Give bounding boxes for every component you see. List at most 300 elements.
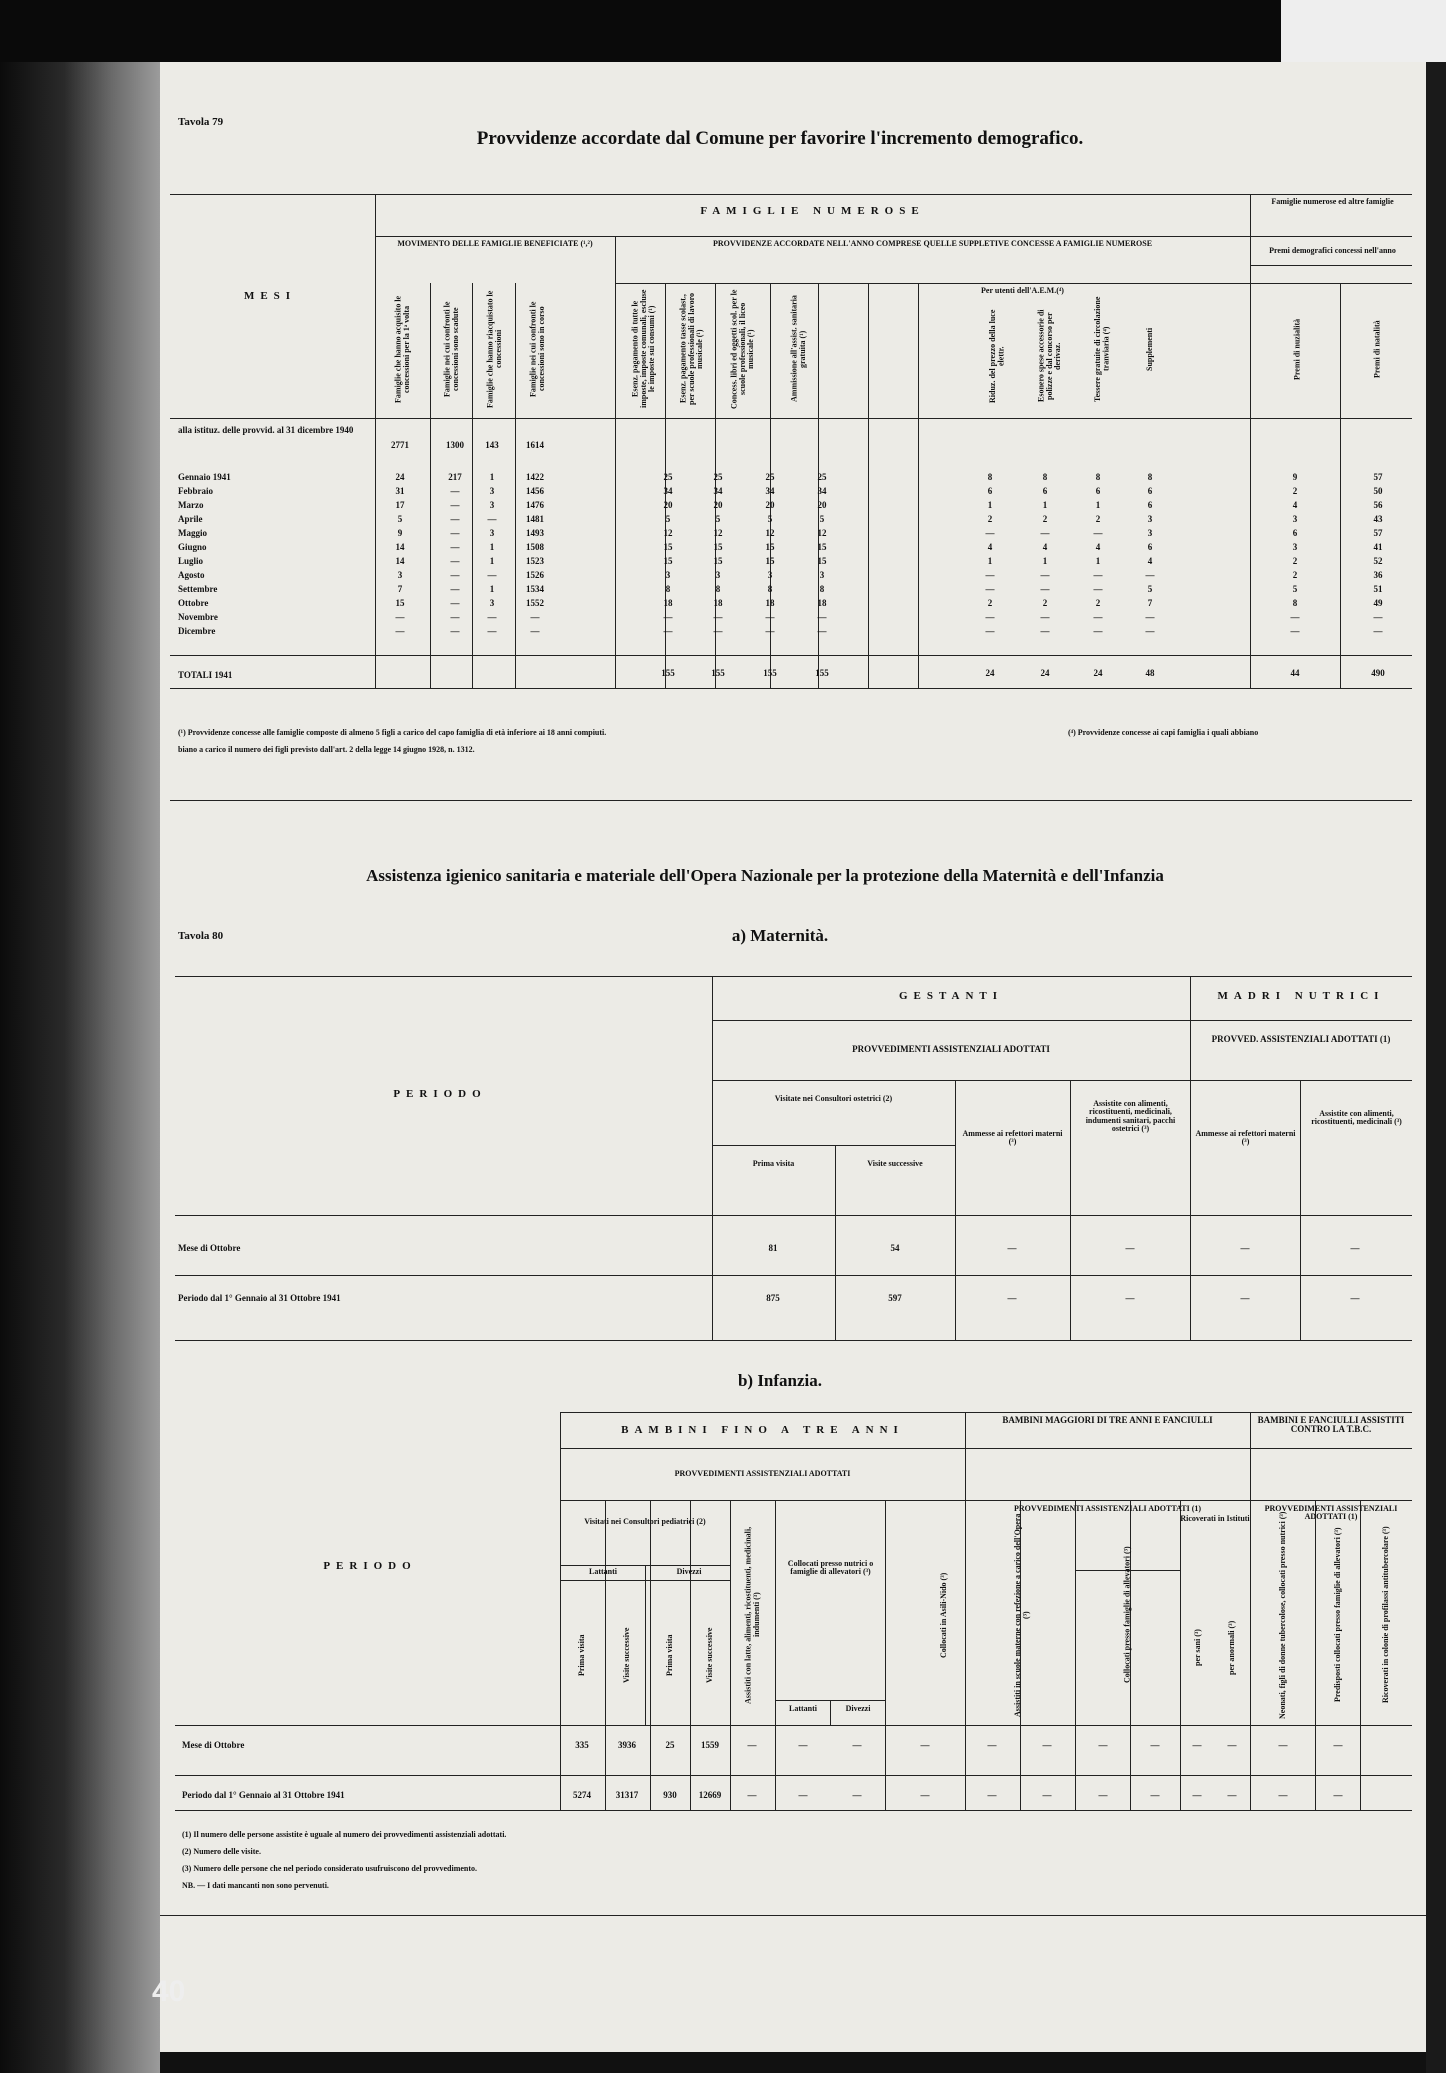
column-rule <box>1250 194 1251 688</box>
table-cell: 15 <box>713 542 723 552</box>
t79-col-header-9: Riduz. del prezzo della luce elettr. <box>988 309 1006 403</box>
gestanti-provvedimenti-header: PROVVEDIMENTI ASSISTENZIALI ADOTTATI <box>852 1044 1050 1054</box>
month-label: Gennaio 1941 <box>178 472 231 482</box>
prima-visita-lattanti: Prima visita <box>576 1634 586 1676</box>
table-cell: 3 <box>767 570 773 580</box>
table-cell: — <box>395 612 405 622</box>
page-bottom-rule <box>160 1915 1426 1916</box>
table-cell: 1526 <box>526 570 544 580</box>
table-cell: — <box>747 1790 757 1800</box>
infancy-footnote: (2) Numero delle visite. <box>182 1847 261 1856</box>
table-cell: 31 <box>395 486 405 496</box>
table-cell: — <box>817 626 827 636</box>
t79-col-header-4: Famiglie nei cui confronti le concessioni sono in corso <box>528 301 546 397</box>
table-cell: 56 <box>1373 500 1383 510</box>
table-cell: 7 <box>1147 598 1153 608</box>
table-cell: — <box>1040 528 1050 538</box>
visite-successive-divezzi: Visite successive <box>704 1627 714 1683</box>
bambini-maggiori-header: BAMBINI MAGGIORI DI TRE ANNI E FANCIULLI <box>1002 1415 1213 1425</box>
table-cell: 3 <box>1147 528 1153 538</box>
table-cell: 1476 <box>526 500 544 510</box>
section-separator <box>170 800 1412 801</box>
totals-cell: 24 <box>1093 668 1103 678</box>
table-cell: 2771 <box>391 440 409 450</box>
table-cell: — <box>487 570 497 580</box>
t80a-rule <box>175 1215 1412 1216</box>
table-cell: 4 <box>1042 542 1048 552</box>
table-cell: 930 <box>663 1790 677 1800</box>
b-provvedimenti-1: PROVVEDIMENTI ASSISTENZIALI ADOTTATI <box>674 1469 851 1478</box>
table-cell: 1493 <box>526 528 544 538</box>
table-cell: 143 <box>485 440 499 450</box>
table-cell: — <box>450 598 460 608</box>
header-rule <box>1250 236 1412 237</box>
table-cell: 1 <box>987 500 993 510</box>
t80b-rule <box>175 1775 1412 1776</box>
table-cell: — <box>1150 1790 1160 1800</box>
month-label: Novembre <box>178 612 218 622</box>
collocati-nutrici-header: Collocati presso nutrici o famiglie di allevatori (³) <box>787 1559 874 1577</box>
table-cell: — <box>920 1790 930 1800</box>
premi-header: Premi demografici concessi nell'anno <box>1269 246 1396 255</box>
table-cell: 14 <box>395 542 405 552</box>
totals-cell: 48 <box>1145 668 1155 678</box>
table-cell: 3 <box>397 570 403 580</box>
table-cell: 3 <box>1292 514 1298 524</box>
table-79-top-rule <box>170 194 1412 195</box>
table-cell: — <box>1192 1790 1202 1800</box>
table-cell: 6 <box>1042 486 1048 496</box>
t80a-rule <box>712 1020 1412 1021</box>
column-rule <box>1300 1080 1301 1340</box>
table-cell: 25 <box>765 472 775 482</box>
t79-col-header-11: Tessere gratuite di circolazione tranviaria (⁴) <box>1093 296 1111 402</box>
table-cell: 8 <box>1042 472 1048 482</box>
table-cell: 12669 <box>698 1790 722 1800</box>
table-cell: 12 <box>663 528 673 538</box>
scuole-materne-header: Assistiti in scuole materne con refezione a carico dell'Opera (³) <box>1013 1513 1031 1717</box>
table-cell: — <box>1350 1293 1360 1303</box>
table-cell: 1614 <box>526 440 544 450</box>
header-rule <box>615 283 1250 284</box>
table-cell: — <box>920 1740 930 1750</box>
table-cell: — <box>1093 570 1103 580</box>
table-cell: 41 <box>1373 542 1383 552</box>
table-cell: — <box>1145 626 1155 636</box>
column-rule <box>1315 1500 1316 1810</box>
totals-cell: 24 <box>1040 668 1050 678</box>
table-cell: — <box>450 584 460 594</box>
per-sani-header: per sani (³) <box>1192 1629 1202 1666</box>
t79-col-header-3: Famiglie che hanno riacquistato le concessioni <box>485 290 503 408</box>
table-cell: 81 <box>768 1243 778 1253</box>
aem-header: Per utenti dell'A.E.M.(⁴) <box>981 286 1064 295</box>
table-cell: — <box>985 612 995 622</box>
column-rule <box>1360 1500 1361 1810</box>
colonie-header: Ricoverati in colonie di profilassi antitubercolare (³) <box>1380 1526 1390 1704</box>
month-label: Settembre <box>178 584 218 594</box>
month-label: Aprile <box>178 514 203 524</box>
table-cell: — <box>1240 1243 1250 1253</box>
table-cell: — <box>1125 1293 1135 1303</box>
table-cell: — <box>1240 1293 1250 1303</box>
table-cell: — <box>450 570 460 580</box>
collocati-allevatori-header: Collocati presso famiglie di allevatori (³) <box>1122 1546 1132 1684</box>
t80a-bottom-rule <box>175 1340 1412 1341</box>
month-label: Febbraio <box>178 486 213 496</box>
table-cell: 8 <box>1095 472 1101 482</box>
table-cell: 4 <box>1292 500 1298 510</box>
table-cell: 1534 <box>526 584 544 594</box>
table-cell: 34 <box>713 486 723 496</box>
table-cell: 1 <box>489 584 495 594</box>
table-cell: — <box>1040 584 1050 594</box>
table-cell: 15 <box>663 556 673 566</box>
table-cell: — <box>798 1740 808 1750</box>
table-cell: — <box>1290 612 1300 622</box>
table-cell: 5 <box>665 514 671 524</box>
infancy-heading: b) Infanzia. <box>737 1371 823 1390</box>
column-rule <box>868 283 869 688</box>
table-80-label: Tavola 80 <box>178 930 224 942</box>
table-cell: 4 <box>1147 556 1153 566</box>
scan-top-right-margin <box>1281 0 1446 62</box>
table-cell: — <box>530 626 540 636</box>
table-cell: 2 <box>1042 514 1048 524</box>
table-cell: 1508 <box>526 542 544 552</box>
table-cell: 6 <box>987 486 993 496</box>
table-cell: — <box>1373 626 1383 636</box>
table-cell: 3936 <box>618 1740 636 1750</box>
table-cell: — <box>1373 612 1383 622</box>
table-cell: 2 <box>1042 598 1048 608</box>
asili-nido-header: Collocati in Asili-Nido (³) <box>938 1572 948 1658</box>
table-cell: — <box>1290 626 1300 636</box>
gestanti-header: GESTANTI <box>898 990 1004 1002</box>
ricoverati-istituti-header: Ricoverati in Istituti <box>1180 1514 1250 1523</box>
table-cell: 1 <box>1095 556 1101 566</box>
table-cell: 18 <box>817 598 827 608</box>
table-cell: — <box>1333 1740 1343 1750</box>
table-cell: — <box>747 1740 757 1750</box>
totals-cell: 155 <box>661 668 675 678</box>
column-rule <box>835 1145 836 1340</box>
periodo-label: Periodo dal 1° Gennaio al 31 Ottobre 1941 <box>182 1790 345 1800</box>
t79-col-header-1: Famiglie che hanno acquisito le concessioni per la 1ᵃ volta <box>393 295 411 403</box>
infancy-footnote: (1) Il numero delle persone assistite è uguale al numero dei provvedimenti assistenziali adottati. <box>182 1830 507 1839</box>
t80b-rule <box>560 1448 1412 1449</box>
month-label: Marzo <box>178 500 204 510</box>
month-label: Luglio <box>178 556 204 566</box>
table-cell: 24 <box>395 472 405 482</box>
column-rule <box>615 283 616 688</box>
maternity-heading: a) Maternità. <box>731 926 829 945</box>
table-cell: 1456 <box>526 486 544 496</box>
madri-assistite-header: Assistite con alimenti, ricostituenti, medicinali (³) <box>1311 1109 1402 1127</box>
table-cell: 1523 <box>526 556 544 566</box>
table-cell: 5 <box>397 514 403 524</box>
table-cell: 2 <box>987 598 993 608</box>
provvidenze-header: PROVVIDENZE ACCORDATE NELL'ANNO COMPRESE QUELLE SUPPLETIVE CONCESSE A FAMIGLIE NUMEROSE <box>712 239 1153 248</box>
table-cell: — <box>487 514 497 524</box>
table-cell: 14 <box>395 556 405 566</box>
table-cell: 5274 <box>573 1790 591 1800</box>
table-cell: — <box>1333 1790 1343 1800</box>
table-cell: 52 <box>1373 556 1383 566</box>
table-cell: 3 <box>665 570 671 580</box>
table-cell: — <box>1042 1740 1052 1750</box>
table-cell: 15 <box>663 542 673 552</box>
month-label: alla istituz. delle provvid. al 31 dicembre 1940 <box>178 425 354 435</box>
table-cell: 54 <box>890 1243 900 1253</box>
table-cell: — <box>450 486 460 496</box>
table-cell: 5 <box>819 514 825 524</box>
prima-visita-header: Prima visita <box>752 1159 795 1168</box>
madri-nutrici-header: MADRI NUTRICI <box>1217 990 1385 1002</box>
header-rule <box>1250 283 1412 284</box>
table-cell: 3 <box>489 528 495 538</box>
table-cell: — <box>487 626 497 636</box>
totals-rule <box>170 655 1412 656</box>
table-cell: — <box>1227 1790 1237 1800</box>
table-cell: — <box>798 1790 808 1800</box>
infancy-footnote: (3) Numero delle persone che nel periodo considerato usufruiscono del provvedimento. <box>182 1864 478 1873</box>
table-cell: 18 <box>765 598 775 608</box>
table-cell: 25 <box>713 472 723 482</box>
table-cell: 34 <box>663 486 673 496</box>
assistite-alimenti-header: Assistite con alimenti, ricostituenti, medicinali, indumenti sanitari, pacchi ostetrici (³) <box>1085 1099 1176 1134</box>
table-cell: 15 <box>817 556 827 566</box>
table-79-label: Tavola 79 <box>178 116 224 128</box>
movimento-header: MOVIMENTO DELLE FAMIGLIE BENEFICIATE (¹,²) <box>397 239 593 248</box>
periodo-header: PERIODO <box>393 1088 487 1100</box>
table-cell: 50 <box>1373 486 1383 496</box>
table-cell: 6 <box>1147 542 1153 552</box>
header-rule <box>965 283 1075 284</box>
totals-cell: 44 <box>1290 668 1300 678</box>
t79-col-header-2: Famiglie nei cui confronti le concessioni sono scadute <box>442 301 460 397</box>
table-cell: — <box>713 612 723 622</box>
table-cell: 12 <box>713 528 723 538</box>
table-cell: 18 <box>663 598 673 608</box>
table-cell: 18 <box>713 598 723 608</box>
periodo-label: Mese di Ottobre <box>182 1740 245 1750</box>
table-cell: 8 <box>1292 598 1298 608</box>
table-cell: — <box>765 626 775 636</box>
lattanti-header: Lattanti <box>589 1567 617 1576</box>
table-cell: 25 <box>817 472 827 482</box>
totals-cell: 155 <box>815 668 829 678</box>
table-cell: 6 <box>1292 528 1298 538</box>
table-cell: 3 <box>489 598 495 608</box>
table-cell: 6 <box>1095 486 1101 496</box>
table-cell: 4 <box>1095 542 1101 552</box>
footnote-1-cont: biano a carico il numero dei figli previsto dall'art. 2 della legge 14 giugno 1928, n. 1312. <box>178 745 475 754</box>
totals-cell: 24 <box>985 668 995 678</box>
per-anormali-header: per anormali (³) <box>1226 1620 1236 1675</box>
table-cell: 2 <box>1095 514 1101 524</box>
table-cell: 217 <box>448 472 462 482</box>
table-cell: — <box>817 612 827 622</box>
altre-famiglie-header: Famiglie numerose ed altre famiglie <box>1271 197 1394 206</box>
table-cell: — <box>663 626 673 636</box>
t79-col-header-6: Esenz. pagamento tasse scolast., per scuole professionali di lavoro musicale (¹) <box>678 293 705 406</box>
table-cell: 57 <box>1373 472 1383 482</box>
footnote-1: (¹) Provvidenze concesse alle famiglie composte di almeno 5 figli a carico del capo famiglia di età inferiore ai 18 anni compiuti. <box>178 728 607 737</box>
table-cell: 1422 <box>526 472 544 482</box>
table-cell: 1 <box>489 542 495 552</box>
header-rule <box>375 236 1250 237</box>
table-cell: — <box>1098 1790 1108 1800</box>
column-rule <box>885 1500 886 1810</box>
totals-label: TOTALI 1941 <box>178 670 233 680</box>
assistiti-latte-header: Assistiti con latte, alimenti, ricostituenti, medicinali, indumenti (³) <box>743 1526 761 1704</box>
table-cell: 2 <box>1292 556 1298 566</box>
famiglie-numerose-header: FAMIGLIE NUMEROSE <box>700 205 925 217</box>
table-cell: 25 <box>665 1740 675 1750</box>
month-label: Giugno <box>178 542 207 552</box>
t80b-top-rule <box>560 1412 1412 1413</box>
table-cell: — <box>985 584 995 594</box>
column-rule <box>730 1500 731 1810</box>
table-cell: — <box>1278 1790 1288 1800</box>
table-cell: 3 <box>819 570 825 580</box>
table-cell: — <box>1098 1740 1108 1750</box>
t80b-rule <box>560 1500 1412 1501</box>
column-rule <box>1190 976 1191 1340</box>
t79-col-header-8: Ammissione all'assist. sanitaria gratuita (¹) <box>789 295 807 403</box>
table-cell: 17 <box>395 500 405 510</box>
table-cell: 43 <box>1373 514 1383 524</box>
table-cell: 49 <box>1373 598 1383 608</box>
ammesse-refettori-header: Ammesse ai refettori materni (³) <box>962 1129 1063 1147</box>
table-cell: 1559 <box>701 1740 719 1750</box>
month-label: Maggio <box>178 528 207 538</box>
table-cell: 1481 <box>526 514 544 524</box>
table-cell: 2 <box>1292 570 1298 580</box>
visitati-header: Visitati nei Consultori pediatrici (2) <box>584 1517 706 1526</box>
t79-col-header-13: Premi di nuzialità <box>1292 318 1302 380</box>
collocati-divezzi: Divezzi <box>845 1704 871 1713</box>
table-cell: 1 <box>1042 556 1048 566</box>
table-cell: 9 <box>1292 472 1298 482</box>
table-cell: 1 <box>987 556 993 566</box>
b-periodo-header: PERIODO <box>323 1560 417 1572</box>
table-cell: 36 <box>1373 570 1383 580</box>
table-cell: 5 <box>1147 584 1153 594</box>
table-cell: 597 <box>888 1293 902 1303</box>
collocati-lattanti: Lattanti <box>789 1704 817 1713</box>
page-number: 40 <box>152 1975 186 2008</box>
month-label: Agosto <box>178 570 205 580</box>
table-cell: 12 <box>765 528 775 538</box>
table-cell: 1 <box>489 556 495 566</box>
table-cell: — <box>1150 1740 1160 1750</box>
visite-successive-lattanti: Visite successive <box>621 1627 631 1683</box>
table-cell: — <box>1093 612 1103 622</box>
month-label: Dicembre <box>178 626 216 636</box>
table-cell: — <box>1040 626 1050 636</box>
visitate-header: Visitate nei Consultori ostetrici (2) <box>774 1094 893 1103</box>
table-cell: — <box>1192 1740 1202 1750</box>
table-cell: 8 <box>767 584 773 594</box>
table-cell: 1552 <box>526 598 544 608</box>
table-cell: 3 <box>489 486 495 496</box>
table-cell: 5 <box>1292 584 1298 594</box>
column-rule <box>1340 283 1341 688</box>
table-cell: — <box>663 612 673 622</box>
totals-cell: 490 <box>1371 668 1385 678</box>
table-cell: — <box>1145 570 1155 580</box>
column-rule <box>918 283 919 688</box>
divezzi-header: Divezzi <box>676 1567 702 1576</box>
t79-col-header-7: Concess. libri ed oggetti scol. per le scuole professionali, il liceo musicale (¹) <box>729 289 756 409</box>
t79-col-header-10: Esonero spese accessorie di polizze e dal concorso per derivaz. <box>1036 309 1063 403</box>
prima-visita-divezzi: Prima visita <box>664 1634 674 1676</box>
t79-col-header-12: Supplementi <box>1144 327 1154 371</box>
bambini-tbc-header: BAMBINI E FANCIULLI ASSISTITI CONTRO LA T.B.C. <box>1257 1415 1405 1435</box>
periodo-label: Mese di Ottobre <box>178 1243 241 1253</box>
table-cell: 3 <box>1147 514 1153 524</box>
table-cell: — <box>1278 1740 1288 1750</box>
month-label: Ottobre <box>178 598 209 608</box>
table-cell: 5 <box>767 514 773 524</box>
table-cell: 5 <box>715 514 721 524</box>
t80b-bottom-rule <box>175 1810 1412 1811</box>
table-cell: 8 <box>715 584 721 594</box>
table-cell: — <box>765 612 775 622</box>
table-cell: — <box>450 542 460 552</box>
b-provvedimenti-3: PROVVEDIMENTI ASSISTENZIALI ADOTTATI (1) <box>1264 1504 1398 1522</box>
table-79-title: Provvidenze accordate dal Comune per favorire l'incremento demografico. <box>476 128 1084 149</box>
table-cell: — <box>852 1790 862 1800</box>
footnote-4: (⁴) Provvidenze concesse ai capi famiglia i quali abbiano <box>1068 728 1259 737</box>
table-cell: — <box>1093 584 1103 594</box>
table-cell: 15 <box>817 542 827 552</box>
table-cell: — <box>987 1790 997 1800</box>
table-cell: — <box>1227 1740 1237 1750</box>
periodo-label: Periodo dal 1° Gennaio al 31 Ottobre 1941 <box>178 1293 341 1303</box>
table-cell: — <box>450 556 460 566</box>
column-rule <box>775 1500 776 1810</box>
t79-col-header-14: Premi di natalità <box>1372 320 1382 378</box>
table-cell: — <box>1350 1243 1360 1253</box>
table-cell: 31317 <box>615 1790 639 1800</box>
table-cell: 8 <box>665 584 671 594</box>
table-79-bottom-rule <box>170 688 1412 689</box>
table-cell: — <box>985 626 995 636</box>
table-cell: 20 <box>817 500 827 510</box>
table-cell: 2 <box>1292 486 1298 496</box>
table-cell: — <box>450 626 460 636</box>
table-cell: 1300 <box>446 440 464 450</box>
table-cell: 15 <box>395 598 405 608</box>
table-cell: — <box>985 570 995 580</box>
table-cell: — <box>1007 1293 1017 1303</box>
table-cell: 9 <box>397 528 403 538</box>
table-cell: — <box>985 528 995 538</box>
neonati-header: Neonati, figli di donne tubercolose, collocati presso nutrici (³) <box>1277 1511 1287 1719</box>
table-cell: — <box>1040 570 1050 580</box>
madri-ammesse-header: Ammesse ai refettori materni (³) <box>1195 1129 1296 1147</box>
totals-cell: 155 <box>763 668 777 678</box>
table-cell: — <box>450 500 460 510</box>
table-cell: — <box>450 612 460 622</box>
table-cell: — <box>487 612 497 622</box>
table-cell: 20 <box>765 500 775 510</box>
table-79-header-bottom-rule <box>170 418 1412 419</box>
table-cell: — <box>713 626 723 636</box>
